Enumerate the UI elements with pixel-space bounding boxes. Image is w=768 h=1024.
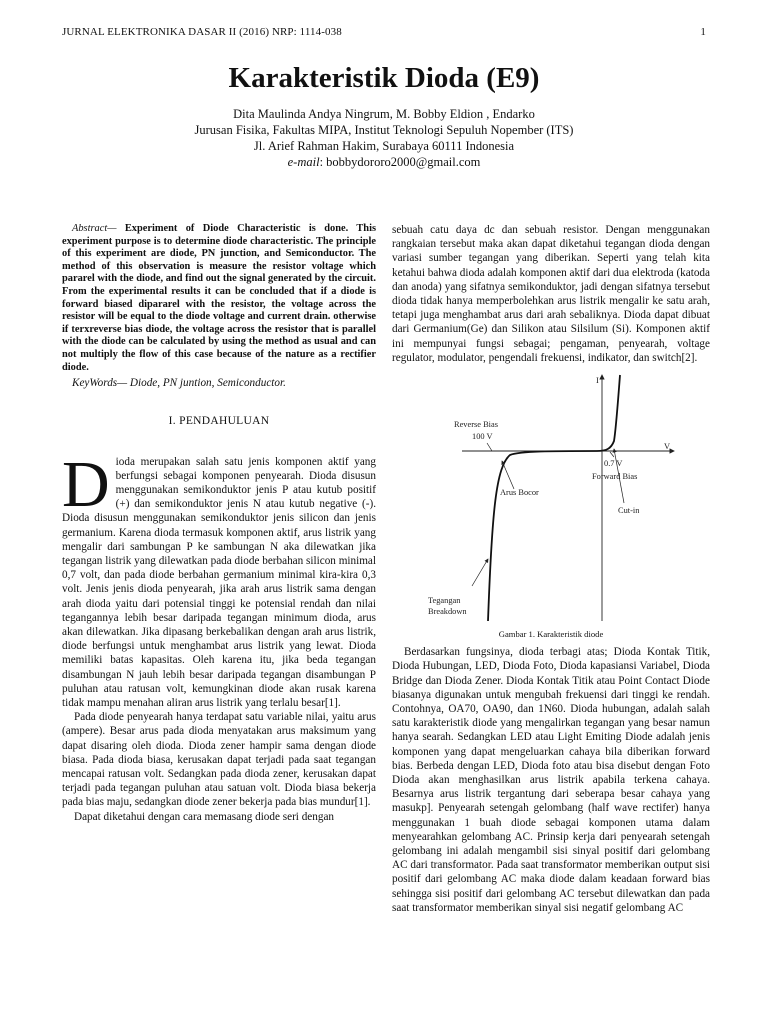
right-para-2: Berdasarkan fungsinya, dioda terbagi atas; Dioda Kontak Titik, Dioda Hubungan, LED, Dioda Foto, Dioda kapasiansi Variabel, Dioda Bridge dan Dioda Zener. Dioda Kontak Titik atau Point Contact Diode biasanya digunakan untuk mengubah frekuensi dari tinggi ke rendah. Contohnya, OA70, OA90, dan 1N60. Dioda hubungan, adalah salah satu karakteristik diode yang mengalirkan tegangan yang besar namun hanya searah. Sedangkan LED atau Light Emiting Diode adalah jenis komponen yang dapat mengeluarkan cahaya bila diberikan forward bias. Berbeda dengan LED, Dioda foto atau bisa disebut dengan Foto Dioda akan menghasilkan arus listrik apabila terkena cahaya. Besarnya arus listrik tergantung dari seberapa besar cahaya yang masukp]. Penyearah setengah gelombang (half wave rectifer) hanya menggunakan 1 buah diode sebagai komponen utama dalam menyearahkan gelombang AC. Prinsip kerja dari penyearah setengah gelombang ini adalah mengambil sisi sinyal positif dari gelombang AC dari transformator. Pada saat transformator memberikan output sisi positif dari gelombang AC maka diode dalam keadaan forward bias sehingga sisi positif dari gelombang AC tersebut dilewatkan dan pada saat transformator memberikan sinyal sisi negatif gelombang AC bbox=[392, 646, 710, 914]
intro-para-2: Pada diode penyearah hanya terdapat satu variable nilai, yaitu arus (ampere). Besar arus pada dioda menyatakan arus maksimum yang dapat disaring oleh dioda. Dioda zener hampir sama dengan diode biasa. Pada dioda biasa, kerusakan dapat terjadi pada saat tegangan mencapai ratusan volt. Sedangkan pada dioda zener, kerusakan dapat terjadi pada tegangan puluhan atau satuan volt. Dioda biasa bekerja pada bias maju, sedangkan diode zener bekerja pada bias mundur[1]. bbox=[62, 711, 376, 809]
right-para-1: sebuah catu daya dc dan sebuah resistor. Dengan menggunakan rangkaian tersebut maka akan dapat diketahui tegangan dioda dengan variasi sumber tegangan yang diberikan. Seperti yang telah kita ketahui bahwa dioda adalah komponen aktif dari dua elektroda (katoda dan anoda) yang sifatnya semikonduktor, jadi dengan sifatnya tersebut dioda tidak hanya memperbolehkan arus listrik mengalir ke satu arah, tetapi juga menghambat arus dari arah sebaliknya. Dioda dapat dibuat dari Germanium(Ge) dan Silikon atau Silsilum (Si). Komponen aktif ini mempunyai fungsi sebagai; pengaman, penyearah, voltage regulator, modulator, pengendali frekuensi, indikator, dan switch[2]. bbox=[392, 224, 710, 364]
email-line bbox=[0, 154, 768, 170]
left-column bbox=[62, 223, 376, 824]
abstract-text: Experiment of Diode Characteristic is done. This experiment purpose is to determine diode characteristic. The principle of this experiment are diode, PN junction, and Semiconductor. The method of this observation is measure the resistor voltage which pararel with the diode, and find out the signal generated by the circuit. From the experimental results it can be concluded that if a diode is forward biased dipararel with the resistor, the voltage across the resistor will be equal to the diode voltage and current drain. otherwise if terxreverse bias diode, the voltage across the resistor that is parallel with the diode can be calculated by using the method as usual and can not multiply the flow of this case because of the nature as a rectifier diode. bbox=[62, 223, 376, 373]
right-column bbox=[392, 223, 710, 915]
tegangan-label: Tegangan bbox=[428, 596, 461, 606]
email: : bobbydororo2000@gmail.com bbox=[319, 155, 481, 169]
dropcap: D bbox=[62, 447, 110, 521]
arus-bocor-arrow bbox=[502, 461, 514, 489]
intro-paragraph bbox=[62, 447, 376, 711]
intro-para-1: ioda merupakan salah satu jenis komponen aktif yang berfungsi sebagai komponen penyearah. Dioda disusun menggunakan semikonduktor jenis P atau kutub positif (+) dan semikonduktor jenis N atau kutub negative (-). Dioda disusun menggunakan semikonduktor jenis silicon dan jenis germanium. Karena dioda termasuk komponen aktif, arus listrik yang mengalir dari sambungan P ke sambungan N aka dilewatkan jika tegangan listrik yang dilewatkan pada diode berbahan silicon minimal 0,7 volt, dan pada diode berbahan germanium minimal kira-kira 0,3 volt. Jenis jenis dioda penyearah, jika arah arus listrik sama dengan arah dioda yaitu dari potensial tinggi ke potensial rendah dan nilai tegangannya lebih besar daripada tegangan minimum dioda, arus akan dilewatkan. Jika dipasang berkebalikan dengan arah arus listrik, diode berfungsi untuk menghambat arus listrik yang lewat. Dioda memiliki batas kapasitas. Oleh karena itu, jika beda tegangan disambungan N jauh lebih besar daripada tegangan disambungan P puluhan atau ratusan volt, kemungkinan diode akan rusak karena tidak mampu menahan aliran arus listrik yang terlalu besar[1]. bbox=[62, 455, 376, 709]
abstract bbox=[62, 223, 376, 374]
v-axis-label: V bbox=[664, 442, 671, 452]
figure-caption: Gambar 1. Karakteristik diode bbox=[498, 629, 604, 640]
affiliation: Jurusan Fisika, Fakultas MIPA, Institut Teknologi Sepuluh Nopember (ITS) bbox=[194, 123, 574, 137]
reverse-value-label: 100 V bbox=[472, 432, 493, 442]
journal-header: JURNAL ELEKTRONIKA DASAR II (2016) NRP: 1114-038 bbox=[62, 26, 342, 38]
reverse-value-pointer bbox=[487, 443, 492, 451]
forward-value-pointer bbox=[610, 452, 614, 457]
section-heading: I. PENDAHULUAN bbox=[168, 415, 270, 428]
address: Jl. Arief Rahman Hakim, Surabaya 60111 Indonesia bbox=[253, 139, 515, 153]
abstract-label: Abstract— bbox=[72, 223, 117, 234]
breakdown-label: Breakdown bbox=[428, 607, 467, 617]
author-names: Dita Maulinda Andya Ningrum, M. Bobby Eldion , Endarko bbox=[233, 107, 535, 121]
reverse-bias-label: Reverse Bias bbox=[454, 420, 498, 430]
diode-curve-graph bbox=[392, 371, 710, 627]
arus-bocor-label: Arus Bocor bbox=[500, 488, 539, 498]
email-label: e-mail bbox=[287, 155, 320, 169]
diode-characteristic-figure bbox=[392, 371, 710, 627]
forward-bias-label: Forward Bias bbox=[592, 472, 638, 482]
diode-curve bbox=[488, 375, 623, 621]
page-header bbox=[62, 26, 706, 38]
forward-value-label: 0.7 V bbox=[604, 459, 623, 469]
breakdown-arrow bbox=[472, 559, 488, 586]
i-axis-label: I bbox=[596, 376, 599, 386]
paper-title: Karakteristik Dioda (E9) bbox=[228, 62, 540, 94]
cut-in-label: Cut-in bbox=[618, 506, 640, 516]
intro-para-3: Dapat diketahui dengan cara memasang diode seri dengan bbox=[74, 810, 335, 823]
keywords: KeyWords— Diode, PN juntion, Semiconductor. bbox=[72, 377, 286, 390]
page-number: 1 bbox=[700, 26, 706, 38]
author-block bbox=[0, 106, 768, 170]
